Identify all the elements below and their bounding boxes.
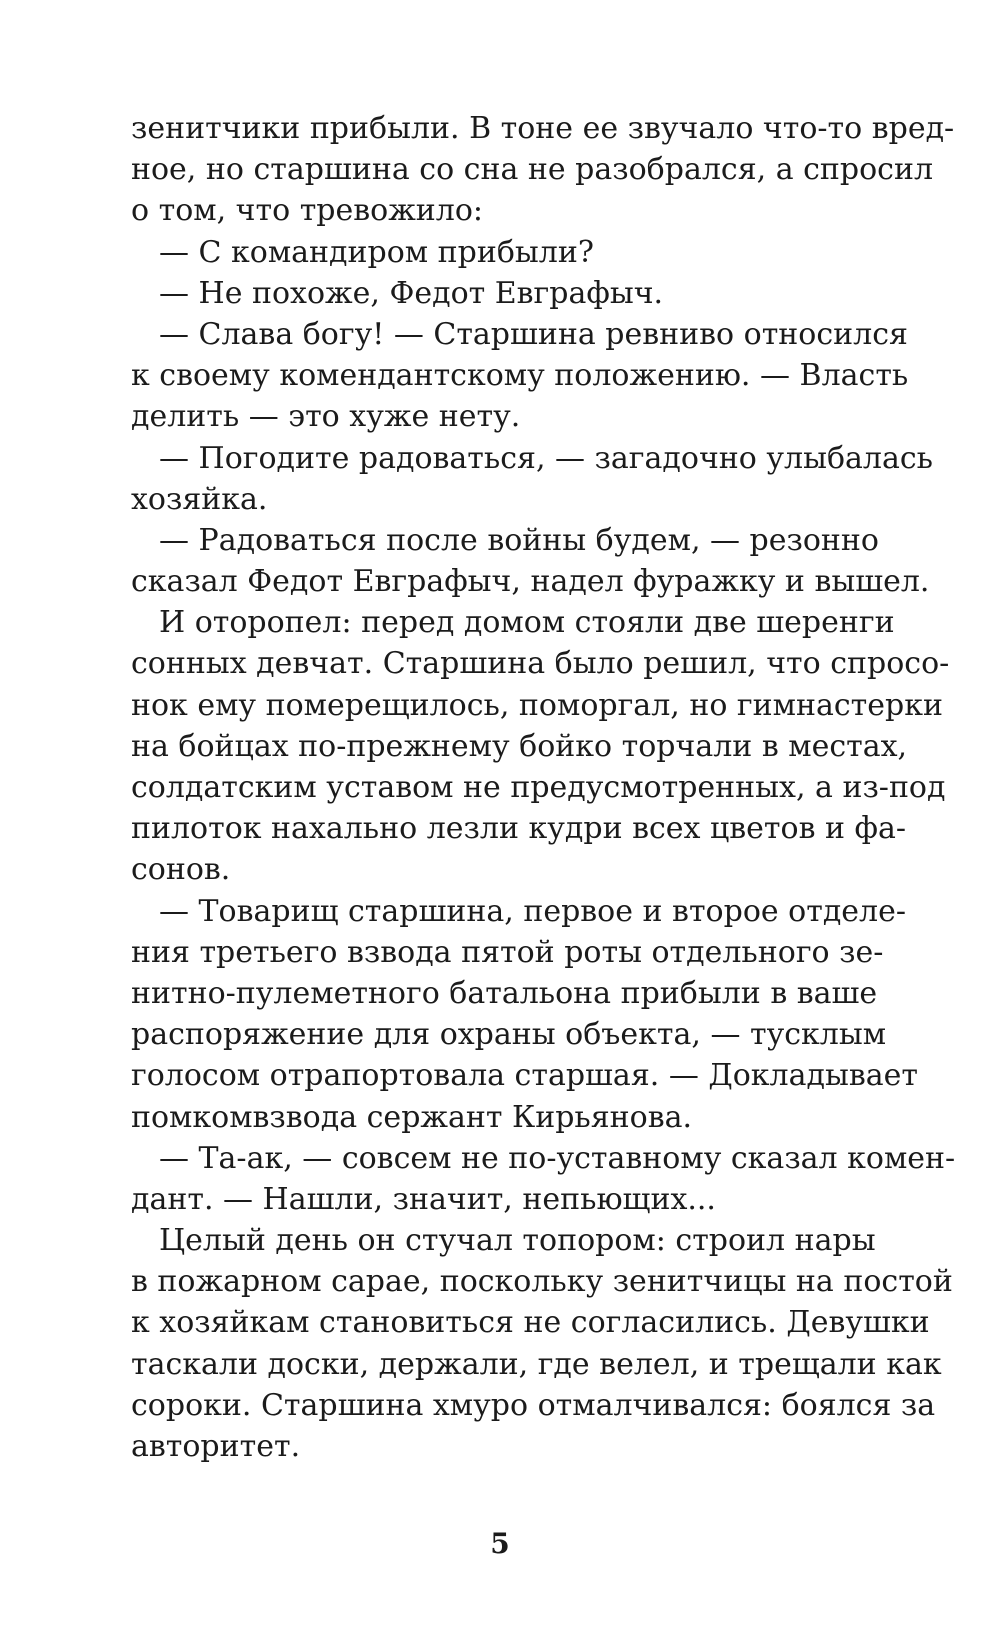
text-line: дант. — Нашли, значит, непьющих... — [131, 1181, 716, 1217]
text-line: авторитет. — [131, 1429, 301, 1464]
text-line: сороки. Старшина хмуро отмалчивался: боялся за — [131, 1387, 936, 1423]
body-text — [131, 108, 956, 1467]
text-line: к хозяйкам становиться не согласились. Девушки — [131, 1305, 930, 1341]
text-line: на бойцах по-прежнему бойко торчали в местах, — [131, 728, 908, 764]
text-line: нок ему померещилось, поморгал, но гимнастерки — [131, 687, 943, 723]
text-line: хозяйка. — [131, 481, 268, 517]
text-line: к своему комендантскому положению. — Власть — [131, 358, 909, 394]
text-line: сонов. — [131, 852, 231, 888]
text-line: — Та-ак, — совсем не по-уставному сказал комен- — [159, 1140, 956, 1176]
text-line: ное, но старшина со сна не разобрался, а спросил — [131, 152, 934, 188]
text-line: — Товарищ старшина, первое и второе отделе- — [159, 893, 906, 929]
text-line: распоряжение для охраны объекта, — тусклым — [131, 1017, 887, 1053]
text-line: зенитчики прибыли. В тоне ее звучало что-то вред- — [131, 111, 955, 146]
text-line: помкомвзвода сержант Кирьянова. — [131, 1099, 693, 1135]
text-line: таскали доски, держали, где велел, и трещали как — [131, 1346, 942, 1382]
text-line: пилоток нахально лезли кудри всех цветов и фа- — [131, 811, 907, 847]
text-line: голосом отрапортовала старшая. — Докладывает — [131, 1058, 918, 1094]
text-line: сказал Федот Евграфыч, надел фуражку и вышел. — [131, 564, 930, 600]
text-line: в пожарном сарае, поскольку зенитчицы на постой — [131, 1264, 953, 1300]
text-line: делить — это хуже нету. — [131, 399, 521, 435]
text-line: Целый день он стучал топором: строил нары — [159, 1223, 876, 1259]
text-line: — Слава богу! — Старшина ревниво относился — [159, 316, 908, 352]
text-line: — С командиром прибыли? — [159, 234, 594, 270]
text-line: — Не похоже, Федот Евграфыч. — [159, 275, 664, 311]
text-line: сонных девчат. Старшина было решил, что спросо- — [131, 646, 950, 682]
text-line: — Погодите радоваться, — загадочно улыбалась — [159, 440, 933, 476]
page-number: 5 — [490, 1527, 510, 1560]
text-line: ния третьего взвода пятой роты отдельного зе- — [131, 934, 884, 970]
text-line: нитно-пулеметного батальона прибыли в ваше — [131, 975, 878, 1011]
text-line: И оторопел: перед домом стояли две шеренги — [159, 605, 895, 641]
text-line: солдатским уставом не предусмотренных, а из-под — [131, 770, 946, 805]
text-line: о том, что тревожило: — [131, 193, 484, 229]
text-line: — Радоваться после войны будем, — резонно — [159, 522, 879, 558]
